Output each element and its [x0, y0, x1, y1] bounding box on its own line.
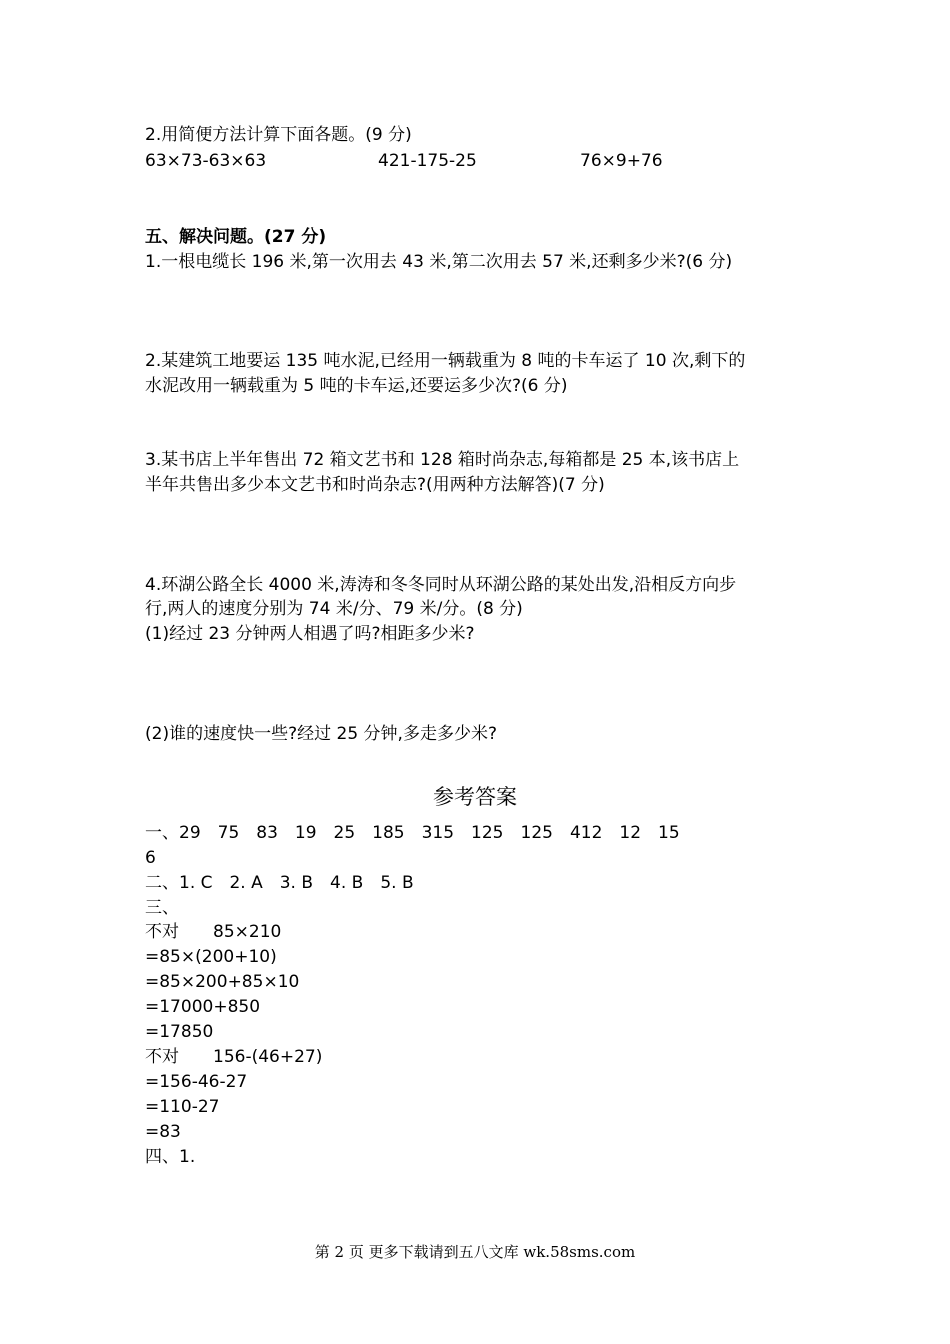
- problem-3-line-1: 3.某书店上半年售出 72 箱文艺书和 128 箱时尚杂志,每箱都是 25 本,该书店上: [145, 450, 740, 470]
- section-5-heading: 五、解决问题。(27 分): [145, 227, 327, 247]
- answers-part-2: 二、1. C 2. A 3. B 4. B 5. B: [145, 873, 414, 893]
- answers-part-1-line-2: 6: [145, 848, 156, 868]
- problem-4-sub-1: (1)经过 23 分钟两人相遇了吗?相距多少米?: [145, 624, 475, 644]
- problem-4-sub-2: (2)谁的速度快一些?经过 25 分钟,多走多少米?: [145, 724, 497, 744]
- problem-4-line-1: 4.环湖公路全长 4000 米,涛涛和冬冬同时从环湖公路的某处出发,沿相反方向步: [145, 575, 737, 595]
- problem-1: 1.一根电缆长 196 米,第一次用去 43 米,第二次用去 57 米,还剩多少米?(6 分): [145, 252, 733, 272]
- answers-part-1-line-1: 一、29 75 83 19 25 185 315 125 125 412 12 15: [145, 823, 680, 843]
- answer-3-item-1-step-1: =85×(200+10): [145, 947, 277, 967]
- answer-3-item-1-head: 不对 85×210: [145, 922, 282, 942]
- page-footer: 第 2 页 更多下载请到五八文库 wk.58sms.com: [314, 1243, 636, 1261]
- answer-3-item-2-step-2: =110-27: [145, 1097, 220, 1117]
- problem-2-line-2: 水泥改用一辆载重为 5 吨的卡车运,还要运多少次?(6 分): [145, 376, 568, 396]
- problem-2-line-1: 2.某建筑工地要运 135 吨水泥,已经用一辆载重为 8 吨的卡车运了 10 次,剩下的: [145, 351, 746, 371]
- problem-4-line-2: 行,两人的速度分别为 74 米/分、79 米/分。(8 分): [145, 599, 523, 619]
- answer-3-item-1-step-4: =17850: [145, 1022, 214, 1042]
- answer-3-item-1-step-3: =17000+850: [145, 997, 261, 1017]
- answers-part-4-label: 四、1.: [145, 1147, 196, 1167]
- expression-1: 63×73-63×63: [145, 151, 267, 171]
- answer-3-item-2-head: 不对 156-(46+27): [145, 1047, 323, 1067]
- answer-3-item-2-step-1: =156-46-27: [145, 1072, 248, 1092]
- answers-title: 参考答案: [433, 785, 517, 809]
- problem-3-line-2: 半年共售出多少本文艺书和时尚杂志?(用两种方法解答)(7 分): [145, 475, 605, 495]
- answers-part-3-label: 三、: [145, 898, 179, 918]
- answer-3-item-1-step-2: =85×200+85×10: [145, 972, 300, 992]
- answer-3-item-2-step-3: =83: [145, 1122, 181, 1142]
- question-4-2-heading: 2.用简便方法计算下面各题。(9 分): [145, 125, 412, 145]
- expression-3: 76×9+76: [580, 151, 663, 171]
- expression-2: 421-175-25: [378, 151, 477, 171]
